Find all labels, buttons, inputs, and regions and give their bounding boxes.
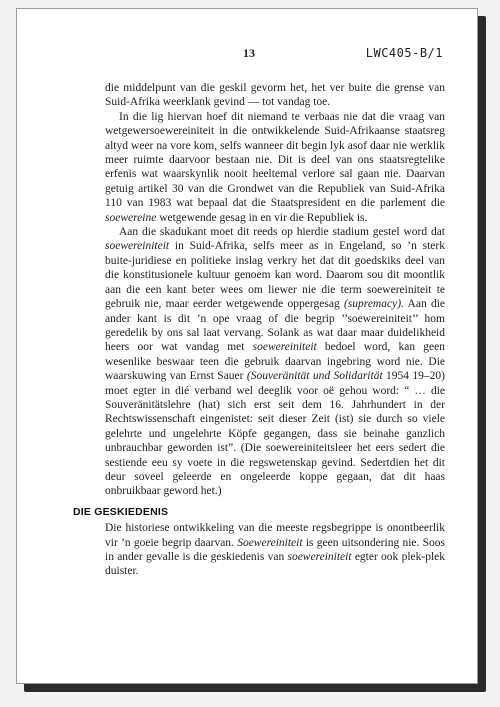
page-number: 13	[243, 46, 255, 60]
document-code: LWC405-B/1	[365, 46, 443, 60]
paragraph-text: wetgewende gesag in en vir die Republiek is.	[156, 211, 368, 224]
paragraph-text: Aan die skadukant moet dit reeds op hierdie stadium gestel word dat	[119, 226, 445, 239]
emphasis-text: (supremacy).	[343, 298, 404, 311]
paragraph-text: egter ook plek-plek duister.	[105, 551, 445, 578]
body-text	[73, 81, 446, 579]
emphasis-text: (Souveränität und Solidarität	[246, 370, 383, 383]
emphasis-text: soewereiniteit	[287, 551, 352, 563]
paragraph-text: 1954 19–20) moet egter in dié verband wel deeglik voor oë gehou word: “ … die Souveränitätslehre (hat) sich erst seit dem 16. Jahrhundert in der Rechtswissenschaft eingenistet: seit dieser Zeit (ist) sie durch so viele gelehrte und ungelehrte Köpfe gegangen, dass sie beinahe ganzlich unbrauchbar geworden ist”. (Die soewereiniteitsleer het eers sedert die sestiende eeu sy voete in die regswetenskap gevind. Sedertdien het dit deur soveel geleerde en ongeleerde koppe gegaan, dat dit haas onbruikbaar geword het.)	[105, 370, 445, 498]
page-header	[17, 46, 477, 62]
paragraph-4	[105, 521, 445, 579]
paragraph-text: Aan die ander kant is dit ’n ope vraag of die begrip ’’soewereiniteit’’ hom geredelik by ons sal laat vervang. Solank as wat daar maar duidelikheid heers oor wat vandag met	[105, 298, 446, 354]
paragraph-text: In die lig hiervan hoef dit niemand te verbaas nie dat die vraag van wetgewersoewereiniteit in die ontwikkelende Suid-Afrikaanse staatsreg altyd weer na vore kom, selfs wanneer dit begin lyk asof daar nie werklik meer ruimte daarvoor bestaan nie. Dit is deel van ons staatsregtelike erfenis wat waarskynlik nooit heeltemal verlore sal gaan nie. Daarvan getuig artikel 30 van die Grondwet van die Republiek van Suid-Afrika 110 van 1983 wat bepaal dat die Staatspresident en die parlement die	[105, 110, 445, 210]
paragraph-text: in Suid-Afrika, selfs meer as in Engeland, so ’n sterk buite-juridiese en politieke inslag verkry het dat dit goedskiks deel van die konstitusionele kultuur genoem kan word. Daarom sou dit moontlik aan die een kant beter wees om liewer nie die term soewereiniteit te gebruik nie, maar eerder wetgewende oppergesag	[105, 240, 445, 311]
paragraph-text: bedoel word, kan geen wesenlike beswaar teen die gebruik daarvan ingebring word nie. Die waarskuwing van Ernst Sauer	[105, 341, 445, 383]
paragraph-3	[105, 225, 445, 499]
emphasis-text: Soewereiniteit	[237, 536, 303, 549]
emphasis-text: soewereiniteit	[252, 341, 317, 354]
emphasis-text: soewereine	[105, 211, 157, 224]
paragraph-text: is geen uitsondering nie. Soos in ander gevalle is die geskiedenis van	[105, 536, 446, 563]
paragraph-1	[105, 81, 445, 110]
section-heading: DIE GESKIEDENIS	[73, 505, 169, 518]
paragraph-text: Die historiese ontwikkeling van die meeste regsbegrippe is onontbeerlik vir ’n goeie begrip daarvan.	[105, 522, 445, 549]
document-page	[16, 8, 478, 684]
paragraph-2	[105, 110, 445, 225]
emphasis-text: soewereiniteit	[105, 240, 170, 253]
paragraph-text: die middelpunt van die geskil gevorm het, het ver buite die grense van Suid-Afrika weerklank gevind — tot vandag toe.	[105, 82, 445, 109]
